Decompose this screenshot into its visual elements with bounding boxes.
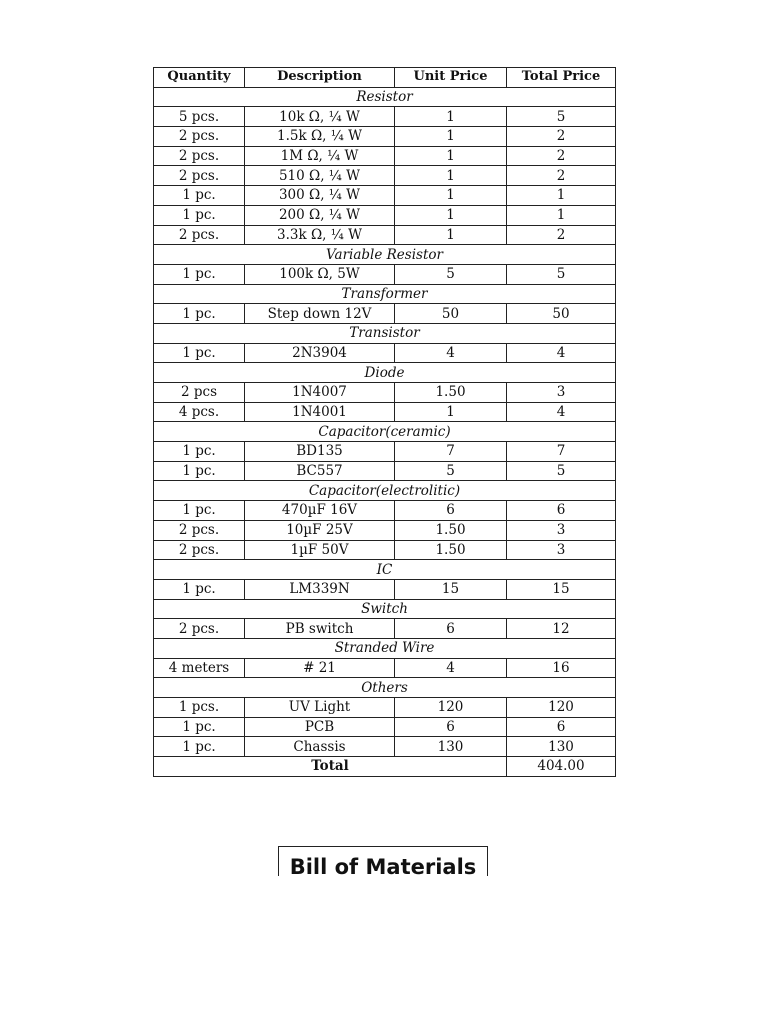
total-price-cell: 130 [507, 737, 616, 757]
unit-price-cell: 5 [395, 264, 507, 284]
quantity-cell: 5 pcs. [154, 107, 245, 127]
table-row [154, 442, 616, 462]
unit-price-cell: 4 [395, 658, 507, 678]
description-cell: PCB [245, 717, 395, 737]
section-heading: Capacitor(ceramic) [154, 422, 616, 442]
quantity-cell: 2 pcs. [154, 225, 245, 245]
section-heading: Transformer [154, 284, 616, 304]
quantity-cell: 1 pc. [154, 343, 245, 363]
total-label: Total [154, 757, 507, 777]
quantity-cell: 4 meters [154, 658, 245, 678]
unit-price-cell: 1 [395, 225, 507, 245]
section-heading: Switch [154, 599, 616, 619]
table-row [154, 264, 616, 284]
table-row [154, 166, 616, 186]
total-price-cell: 7 [507, 442, 616, 462]
table-row [154, 205, 616, 225]
total-price-cell: 4 [507, 343, 616, 363]
section-heading: Capacitor(electrolitic) [154, 481, 616, 501]
description-cell: Step down 12V [245, 304, 395, 324]
description-cell: 3.3k Ω, ¼ W [245, 225, 395, 245]
description-cell: 1M Ω, ¼ W [245, 146, 395, 166]
table-row [154, 461, 616, 481]
unit-price-cell: 6 [395, 717, 507, 737]
section-heading: Transistor [154, 323, 616, 343]
section-row [154, 363, 616, 383]
total-price-cell: 5 [507, 107, 616, 127]
unit-price-cell: 120 [395, 698, 507, 718]
table-row [154, 402, 616, 422]
total-price-cell: 2 [507, 166, 616, 186]
table-row [154, 658, 616, 678]
section-heading: IC [154, 560, 616, 580]
unit-price-cell: 1 [395, 186, 507, 206]
unit-price-cell: 1 [395, 127, 507, 147]
description-cell: LM339N [245, 579, 395, 599]
quantity-cell: 2 pcs. [154, 127, 245, 147]
section-heading: Others [154, 678, 616, 698]
table-row [154, 186, 616, 206]
table-row [154, 146, 616, 166]
quantity-cell: 2 pcs [154, 383, 245, 403]
unit-price-cell: 6 [395, 501, 507, 521]
description-cell: 1N4007 [245, 383, 395, 403]
quantity-cell: 1 pc. [154, 186, 245, 206]
header-unit-price: Unit Price [395, 68, 507, 88]
table-row [154, 127, 616, 147]
quantity-cell: 1 pc. [154, 264, 245, 284]
quantity-cell: 1 pcs. [154, 698, 245, 718]
unit-price-cell: 1 [395, 402, 507, 422]
unit-price-cell: 4 [395, 343, 507, 363]
description-cell: 1µF 50V [245, 540, 395, 560]
description-cell: 470µF 16V [245, 501, 395, 521]
total-price-cell: 1 [507, 186, 616, 206]
unit-price-cell: 1 [395, 166, 507, 186]
section-row [154, 422, 616, 442]
total-price-cell: 3 [507, 520, 616, 540]
description-cell: 10µF 25V [245, 520, 395, 540]
table-row [154, 737, 616, 757]
quantity-cell: 2 pcs. [154, 146, 245, 166]
total-price-cell: 2 [507, 127, 616, 147]
unit-price-cell: 7 [395, 442, 507, 462]
table-row [154, 343, 616, 363]
section-row [154, 87, 616, 107]
table-row [154, 698, 616, 718]
quantity-cell: 1 pc. [154, 737, 245, 757]
quantity-cell: 1 pc. [154, 205, 245, 225]
table-row [154, 520, 616, 540]
quantity-cell: 2 pcs. [154, 540, 245, 560]
section-heading: Diode [154, 363, 616, 383]
section-row [154, 599, 616, 619]
unit-price-cell: 130 [395, 737, 507, 757]
unit-price-cell: 1 [395, 107, 507, 127]
unit-price-cell: 1.50 [395, 540, 507, 560]
bill-of-materials-table [153, 67, 616, 777]
total-price-cell: 5 [507, 264, 616, 284]
section-row [154, 284, 616, 304]
total-price-cell: 4 [507, 402, 616, 422]
quantity-cell: 1 pc. [154, 442, 245, 462]
section-heading: Stranded Wire [154, 638, 616, 658]
total-price-cell: 15 [507, 579, 616, 599]
quantity-cell: 1 pc. [154, 461, 245, 481]
unit-price-cell: 1 [395, 205, 507, 225]
quantity-cell: 4 pcs. [154, 402, 245, 422]
total-price-cell: 12 [507, 619, 616, 639]
section-row [154, 245, 616, 265]
total-price-cell: 120 [507, 698, 616, 718]
description-cell: 200 Ω, ¼ W [245, 205, 395, 225]
description-cell: BD135 [245, 442, 395, 462]
total-row [154, 757, 616, 777]
table-row [154, 717, 616, 737]
header-description: Description [245, 68, 395, 88]
section-row [154, 481, 616, 501]
description-cell: 100k Ω, 5W [245, 264, 395, 284]
total-value: 404.00 [507, 757, 616, 777]
description-cell: 2N3904 [245, 343, 395, 363]
section-heading: Resistor [154, 87, 616, 107]
description-cell: # 21 [245, 658, 395, 678]
table-row [154, 304, 616, 324]
quantity-cell: 1 pc. [154, 501, 245, 521]
unit-price-cell: 1.50 [395, 383, 507, 403]
description-cell: UV Light [245, 698, 395, 718]
description-cell: 10k Ω, ¼ W [245, 107, 395, 127]
header-row [154, 68, 616, 88]
section-row [154, 560, 616, 580]
description-cell: 1N4001 [245, 402, 395, 422]
section-row [154, 638, 616, 658]
quantity-cell: 2 pcs. [154, 619, 245, 639]
document-caption: Bill of Materials [278, 846, 488, 876]
total-price-cell: 2 [507, 146, 616, 166]
section-heading: Variable Resistor [154, 245, 616, 265]
unit-price-cell: 5 [395, 461, 507, 481]
total-price-cell: 1 [507, 205, 616, 225]
section-row [154, 678, 616, 698]
table-row [154, 619, 616, 639]
section-row [154, 323, 616, 343]
quantity-cell: 1 pc. [154, 717, 245, 737]
total-price-cell: 2 [507, 225, 616, 245]
total-price-cell: 6 [507, 717, 616, 737]
description-cell: 300 Ω, ¼ W [245, 186, 395, 206]
table-row [154, 540, 616, 560]
unit-price-cell: 6 [395, 619, 507, 639]
total-price-cell: 16 [507, 658, 616, 678]
table-row [154, 383, 616, 403]
unit-price-cell: 15 [395, 579, 507, 599]
description-cell: Chassis [245, 737, 395, 757]
quantity-cell: 2 pcs. [154, 520, 245, 540]
total-price-cell: 50 [507, 304, 616, 324]
unit-price-cell: 50 [395, 304, 507, 324]
table-body [154, 87, 616, 756]
description-cell: 1.5k Ω, ¼ W [245, 127, 395, 147]
unit-price-cell: 1.50 [395, 520, 507, 540]
total-price-cell: 5 [507, 461, 616, 481]
description-cell: BC557 [245, 461, 395, 481]
quantity-cell: 1 pc. [154, 304, 245, 324]
header-quantity: Quantity [154, 68, 245, 88]
description-cell: 510 Ω, ¼ W [245, 166, 395, 186]
table-row [154, 107, 616, 127]
unit-price-cell: 1 [395, 146, 507, 166]
quantity-cell: 2 pcs. [154, 166, 245, 186]
table-row [154, 225, 616, 245]
total-price-cell: 3 [507, 540, 616, 560]
total-price-cell: 3 [507, 383, 616, 403]
total-price-cell: 6 [507, 501, 616, 521]
description-cell: PB switch [245, 619, 395, 639]
quantity-cell: 1 pc. [154, 579, 245, 599]
table-row [154, 501, 616, 521]
table-row [154, 579, 616, 599]
header-total-price: Total Price [507, 68, 616, 88]
